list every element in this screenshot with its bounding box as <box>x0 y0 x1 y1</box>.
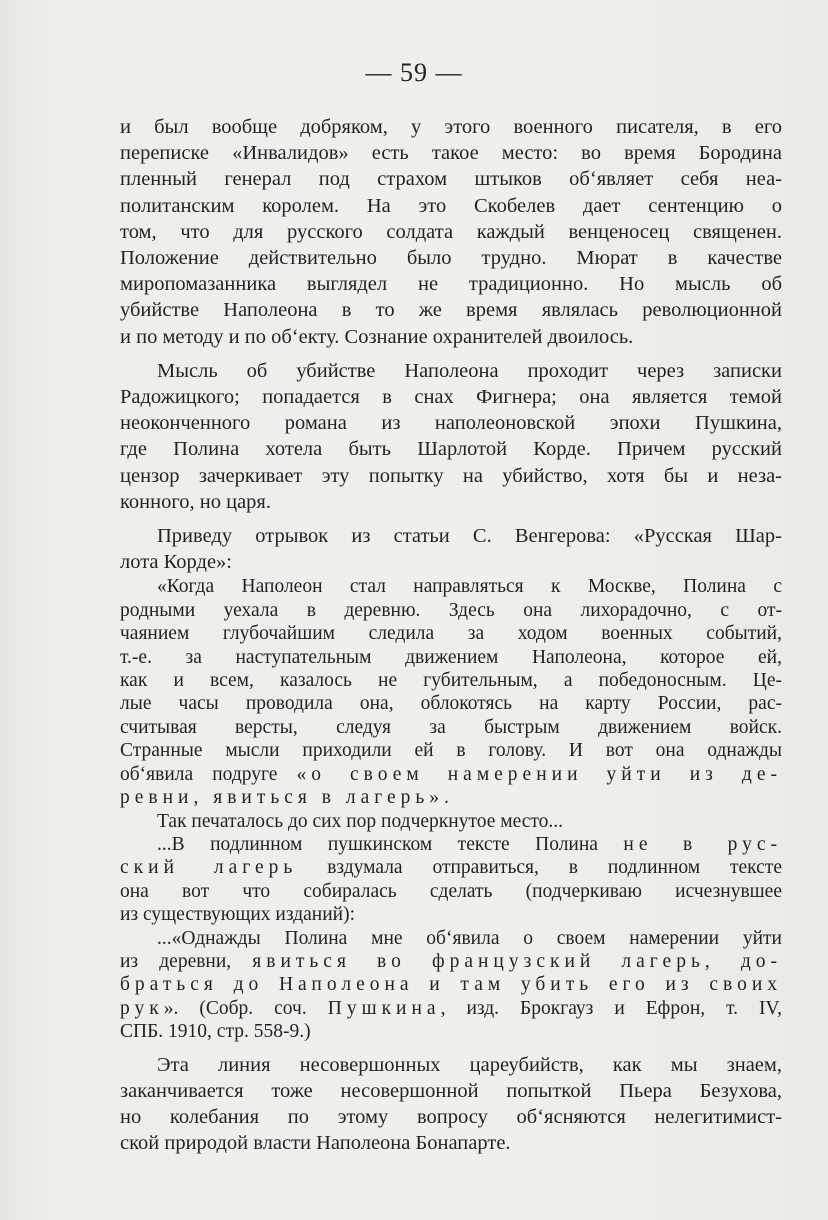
spaced-emphasis: ревни, явиться в лагерь». <box>120 787 454 809</box>
spaced-emphasis: рук <box>120 997 164 1019</box>
text-line: и по методу и по об‘екту. Сознание охранителей двоилось. <box>120 325 634 348</box>
spaced-emphasis: Пушкина <box>327 997 441 1019</box>
page-number: — 59 — <box>365 58 463 87</box>
quote-line <box>120 856 782 879</box>
spaced-emphasis: «о своем намерении уйти из де- <box>296 763 782 785</box>
page-body <box>120 114 782 1156</box>
paragraph-2 <box>120 358 782 515</box>
text-line: том, что для русского солдата каждый венценосец священен. <box>120 220 782 243</box>
spaced-emphasis: явиться во французский лагерь, до- <box>252 950 782 972</box>
text-line: Положение действительно было трудно. Мюрат в качестве <box>120 247 782 270</box>
text-line: заканчивается тоже несовершонной попыткой Пьера Безухова, <box>120 1079 782 1102</box>
quote-line: родными уехала в деревню. Здесь она лихорадочно, с от- <box>120 599 782 621</box>
quote-line: Странные мысли приходили ей в голову. И вот она однажды <box>120 740 782 762</box>
quote-text: из деревни, <box>120 950 253 972</box>
paragraph-3 <box>120 523 782 575</box>
quote-text: ». (Собр. соч. <box>163 997 328 1019</box>
quote-text: , изд. Брокгауз и Ефрон, т. IV, <box>440 997 782 1019</box>
quote-text: об‘явила подруге <box>120 763 297 785</box>
text-line: политанским королем. На это Скобелев дает сентенцию о <box>120 194 782 217</box>
spaced-emphasis: браться до Наполеона и там убить его из своих <box>120 974 782 996</box>
quote-line: «Когда Наполеон стал направляться к Москве, Полина с <box>157 576 782 598</box>
text-line: цензор зачеркивает эту попытку на убийство, хотя бы и неза- <box>120 464 782 487</box>
quote-line <box>120 950 782 973</box>
quote-line <box>120 833 782 856</box>
quote-text: ...В подлинном пушкинском тексте Полина <box>157 833 624 855</box>
quote-line: чаянием глубочайшим следила за ходом военных событий, <box>120 623 782 645</box>
text-line: неоконченного романа из наполеоновской эпохи Пушкина, <box>120 412 782 435</box>
quote-line: как и всем, казалось не губительным, а победоносным. Це- <box>120 670 782 692</box>
text-line: переписке «Инвалидов» есть такое место: во время Бородина <box>120 142 782 165</box>
text-line: и был вообще добряком, у этого военного писателя, в его <box>120 116 782 138</box>
text-line: Эта линия несовершонных цареубийств, как мы знаем, <box>157 1053 782 1076</box>
quote-text: вздумала отправиться, в подлинном тексте <box>297 857 782 879</box>
quote-line <box>120 763 782 786</box>
quote-line: считывая версты, следуя за быстрым движением войск. <box>120 716 782 738</box>
quotation-block <box>120 575 782 1043</box>
quote-line: СПБ. 1910, стр. 558-9.) <box>120 1021 311 1043</box>
text-line: миропомазанника выглядел не традиционно. Но мысль об <box>120 273 782 296</box>
text-line: конного, но царя. <box>120 490 271 513</box>
text-line: но колебания по этому вопросу об‘ясняются нелегитимист- <box>120 1105 782 1128</box>
quote-line <box>120 786 782 809</box>
quote-line <box>120 997 782 1020</box>
text-line: где Полина хотела быть Шарлотой Корде. Причем русский <box>120 438 782 461</box>
quote-line: Так печаталось до сих пор подчеркнутое место... <box>157 810 564 832</box>
spaced-emphasis: ский лагерь <box>120 857 298 879</box>
quote-line: лые часы проводила она, облокотясь на карту России, рас- <box>120 693 782 715</box>
paragraph-4 <box>120 1052 782 1157</box>
quote-line: из существующих изданий): <box>120 904 356 926</box>
quote-line: ...«Однажды Полина мне об‘явила о своем намерении уйти <box>157 927 782 949</box>
text-line: лота Корде»: <box>120 551 232 574</box>
text-line: убийстве Наполеона в то же время являлась революционной <box>120 299 782 322</box>
paragraph-1 <box>120 114 782 350</box>
quote-line <box>120 973 782 996</box>
quote-line: она вот что собиралась сделать (подчеркиваю исчезнувшее <box>120 880 782 902</box>
quote-line: т.-е. за наступательным движением Наполеона, которое ей, <box>120 646 782 668</box>
text-line: Приведу отрывок из статьи С. Венгерова: «Русская Шар- <box>157 525 782 548</box>
spaced-emphasis: не в рус- <box>623 833 782 855</box>
text-line: ской природой власти Наполеона Бонапарте. <box>120 1132 511 1155</box>
text-line: Мысль об убийстве Наполеона проходит через записки <box>157 359 782 382</box>
text-line: пленный генерал под страхом штыков об‘являет себя неа- <box>120 168 782 191</box>
text-line: Радожицкого; попадается в снах Фигнера; она является темой <box>120 386 782 409</box>
